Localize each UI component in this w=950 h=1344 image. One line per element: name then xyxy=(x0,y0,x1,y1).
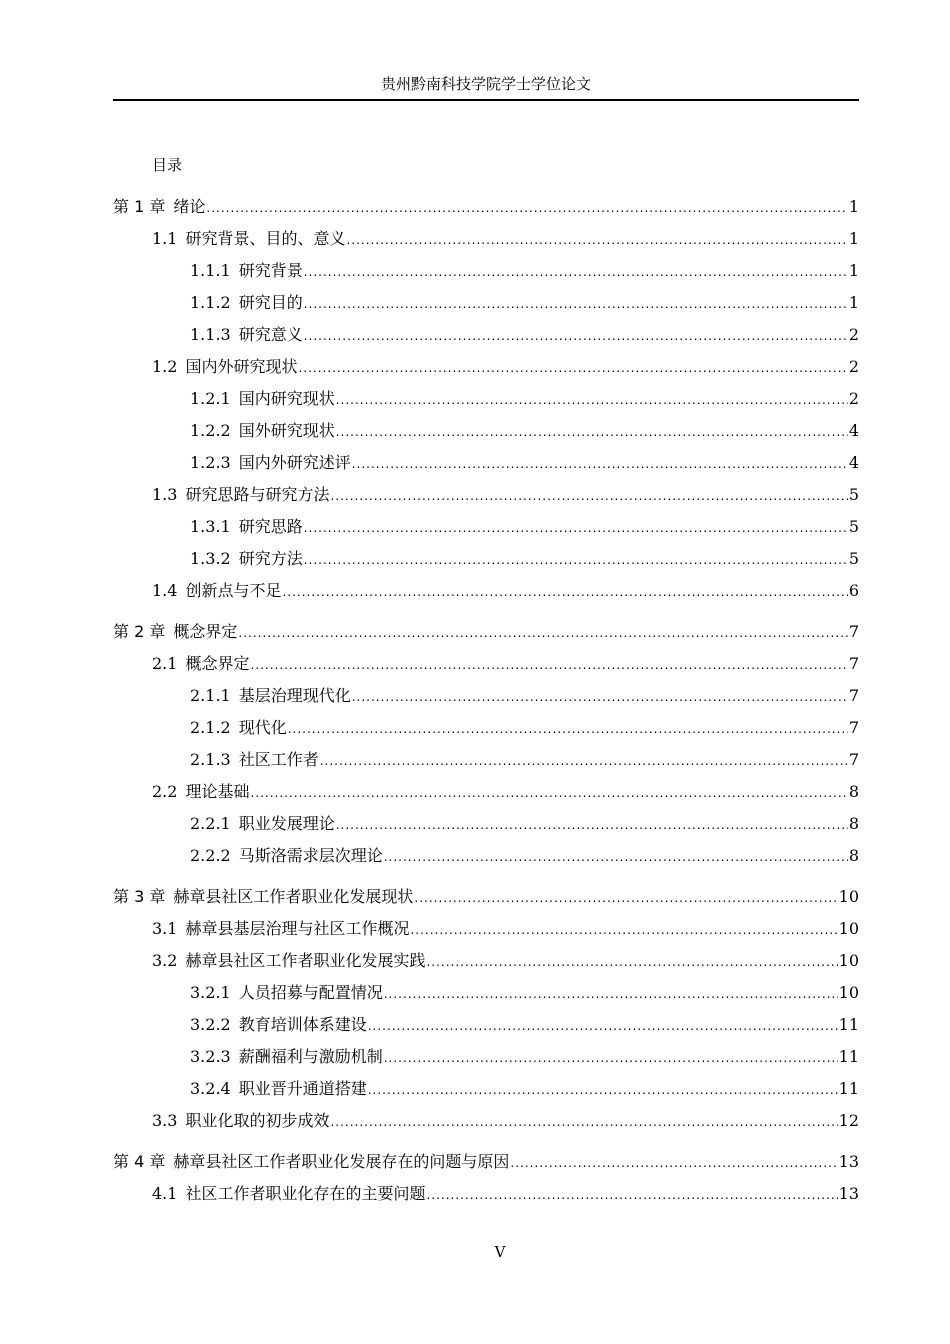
dot-leader xyxy=(206,197,847,219)
page-number: 12 xyxy=(838,1111,859,1130)
page-number: 6 xyxy=(848,581,859,600)
page-number: 8 xyxy=(848,846,859,865)
page-number: 1 xyxy=(848,293,859,312)
dot-leader xyxy=(414,887,837,909)
dot-leader xyxy=(330,485,847,507)
page-number: 11 xyxy=(838,1047,859,1066)
page-number: 5 xyxy=(848,549,859,568)
dot-leader xyxy=(330,1111,837,1133)
dot-leader xyxy=(346,229,847,251)
toc-entry-chapter-2[interactable]: 第 2 章 概念界定 ..... 7 xyxy=(113,621,859,644)
toc-entry-chapter-3[interactable]: 第 3 章 赫章县社区工作者职业化发展现状 ..... 10 xyxy=(113,886,859,909)
toc-entry-1-2[interactable]: 1.2 国内外研究现状 ..... 2 xyxy=(152,356,859,379)
toc-entry-3-2-2[interactable]: 3.2.2 教育培训体系建设 ..... 11 xyxy=(190,1014,859,1037)
page-number: 5 xyxy=(848,485,859,504)
toc-entry-2-1-2[interactable]: 2.1.2 现代化 ..... 7 xyxy=(190,717,859,740)
page-number: 7 xyxy=(848,686,859,705)
dot-leader xyxy=(336,389,848,411)
page-number: 1 xyxy=(848,229,859,248)
dot-leader xyxy=(238,622,847,644)
page-number: 8 xyxy=(848,782,859,801)
page-number: 11 xyxy=(838,1015,859,1034)
page-number: 8 xyxy=(848,814,859,833)
toc-entry-2-1-1[interactable]: 2.1.1 基层治理现代化 ..... 7 xyxy=(190,685,859,708)
dot-leader xyxy=(352,686,848,708)
dot-leader xyxy=(282,581,847,603)
toc-title: 目录 xyxy=(152,156,183,174)
toc-entry-2-1-3[interactable]: 2.1.3 社区工作者 ..... 7 xyxy=(190,749,859,772)
dot-leader xyxy=(250,654,847,676)
dot-leader xyxy=(304,549,848,571)
toc-entry-3-2-3[interactable]: 3.2.3 薪酬福利与激励机制 ..... 11 xyxy=(190,1046,859,1069)
toc-entry-3-2[interactable]: 3.2 赫章县社区工作者职业化发展实践 ..... 10 xyxy=(152,950,859,973)
page-number: 5 xyxy=(848,517,859,536)
page-number: 10 xyxy=(838,951,859,970)
page-number: 1 xyxy=(848,261,859,280)
page-number: 13 xyxy=(838,1184,859,1203)
page-number: 1 xyxy=(848,197,859,216)
dot-leader xyxy=(368,1015,838,1037)
page-number: 2 xyxy=(848,325,859,344)
toc-entry-2-2-2[interactable]: 2.2.2 马斯洛需求层次理论 ..... 8 xyxy=(190,845,859,868)
page-number: 11 xyxy=(838,1079,859,1098)
header-rule xyxy=(113,99,859,101)
toc-entry-3-3[interactable]: 3.3 职业化取的初步成效 ..... 12 xyxy=(152,1110,859,1133)
dot-leader xyxy=(320,750,848,772)
toc-entry-2-1[interactable]: 2.1 概念界定 ..... 7 xyxy=(152,653,859,676)
toc-entry-1-1-2[interactable]: 1.1.2 研究目的 ..... 1 xyxy=(190,292,859,315)
page-number: 10 xyxy=(838,887,859,906)
page-number: 10 xyxy=(838,919,859,938)
dot-leader xyxy=(410,919,837,941)
dot-leader xyxy=(384,1047,838,1069)
dot-leader xyxy=(426,951,837,973)
dot-leader xyxy=(288,718,848,740)
dot-leader xyxy=(336,421,848,443)
toc-entry-1-1[interactable]: 1.1 研究背景、目的、意义 ..... 1 xyxy=(152,228,859,251)
toc-entry-1-2-3[interactable]: 1.2.3 国内外研究述评 ..... 4 xyxy=(190,452,859,475)
dot-leader xyxy=(304,325,848,347)
page-number: 4 xyxy=(848,453,859,472)
toc-entry-1-1-3[interactable]: 1.1.3 研究意义 ..... 2 xyxy=(190,324,859,347)
toc-entry-2-2[interactable]: 2.2 理论基础 ..... 8 xyxy=(152,781,859,804)
page-footer-number: V xyxy=(494,1243,506,1261)
dot-leader xyxy=(304,261,848,283)
toc-entry-1-2-1[interactable]: 1.2.1 国内研究现状 ..... 2 xyxy=(190,388,859,411)
dot-leader xyxy=(426,1184,837,1206)
toc-entry-3-2-4[interactable]: 3.2.4 职业晋升通道搭建 ..... 11 xyxy=(190,1078,859,1101)
dot-leader xyxy=(304,293,848,315)
toc-entry-1-4[interactable]: 1.4 创新点与不足 ..... 6 xyxy=(152,580,859,603)
dot-leader xyxy=(384,846,848,868)
toc-entry-3-2-1[interactable]: 3.2.1 人员招募与配置情况 ..... 10 xyxy=(190,982,859,1005)
page-number: 7 xyxy=(848,718,859,737)
page-number: 7 xyxy=(848,750,859,769)
page-number: 10 xyxy=(838,983,859,1002)
dot-leader xyxy=(298,357,847,379)
toc-entry-1-3-2[interactable]: 1.3.2 研究方法 ..... 5 xyxy=(190,548,859,571)
page-number: 7 xyxy=(848,622,859,641)
dot-leader xyxy=(510,1152,837,1174)
toc-entry-1-1-1[interactable]: 1.1.1 研究背景 ..... 1 xyxy=(190,260,859,283)
page-number: 2 xyxy=(848,389,859,408)
toc-entry-2-2-1[interactable]: 2.2.1 职业发展理论 ..... 8 xyxy=(190,813,859,836)
toc-entry-1-3-1[interactable]: 1.3.1 研究思路 ..... 5 xyxy=(190,516,859,539)
toc-entry-4-1[interactable]: 4.1 社区工作者职业化存在的主要问题 ..... 13 xyxy=(152,1183,859,1206)
dot-leader xyxy=(384,983,838,1005)
page-number: 13 xyxy=(838,1152,859,1171)
dot-leader xyxy=(352,453,848,475)
toc-entry-chapter-4[interactable]: 第 4 章 赫章县社区工作者职业化发展存在的问题与原因 ..... 13 xyxy=(113,1151,859,1174)
toc-entry-1-3[interactable]: 1.3 研究思路与研究方法 ..... 5 xyxy=(152,484,859,507)
page-number: 4 xyxy=(848,421,859,440)
running-header: 贵州黔南科技学院学士学位论文 xyxy=(380,75,591,93)
dot-leader xyxy=(336,814,848,836)
page-number: 7 xyxy=(848,654,859,673)
toc-entry-3-1[interactable]: 3.1 赫章县基层治理与社区工作概况 ..... 10 xyxy=(152,918,859,941)
toc-entry-1-2-2[interactable]: 1.2.2 国外研究现状 ..... 4 xyxy=(190,420,859,443)
dot-leader xyxy=(250,782,847,804)
dot-leader xyxy=(368,1079,838,1101)
page-number: 2 xyxy=(848,357,859,376)
dot-leader xyxy=(304,517,848,539)
toc-entry-chapter-1[interactable]: 第 1 章 绪论 ..... 1 xyxy=(113,196,859,219)
